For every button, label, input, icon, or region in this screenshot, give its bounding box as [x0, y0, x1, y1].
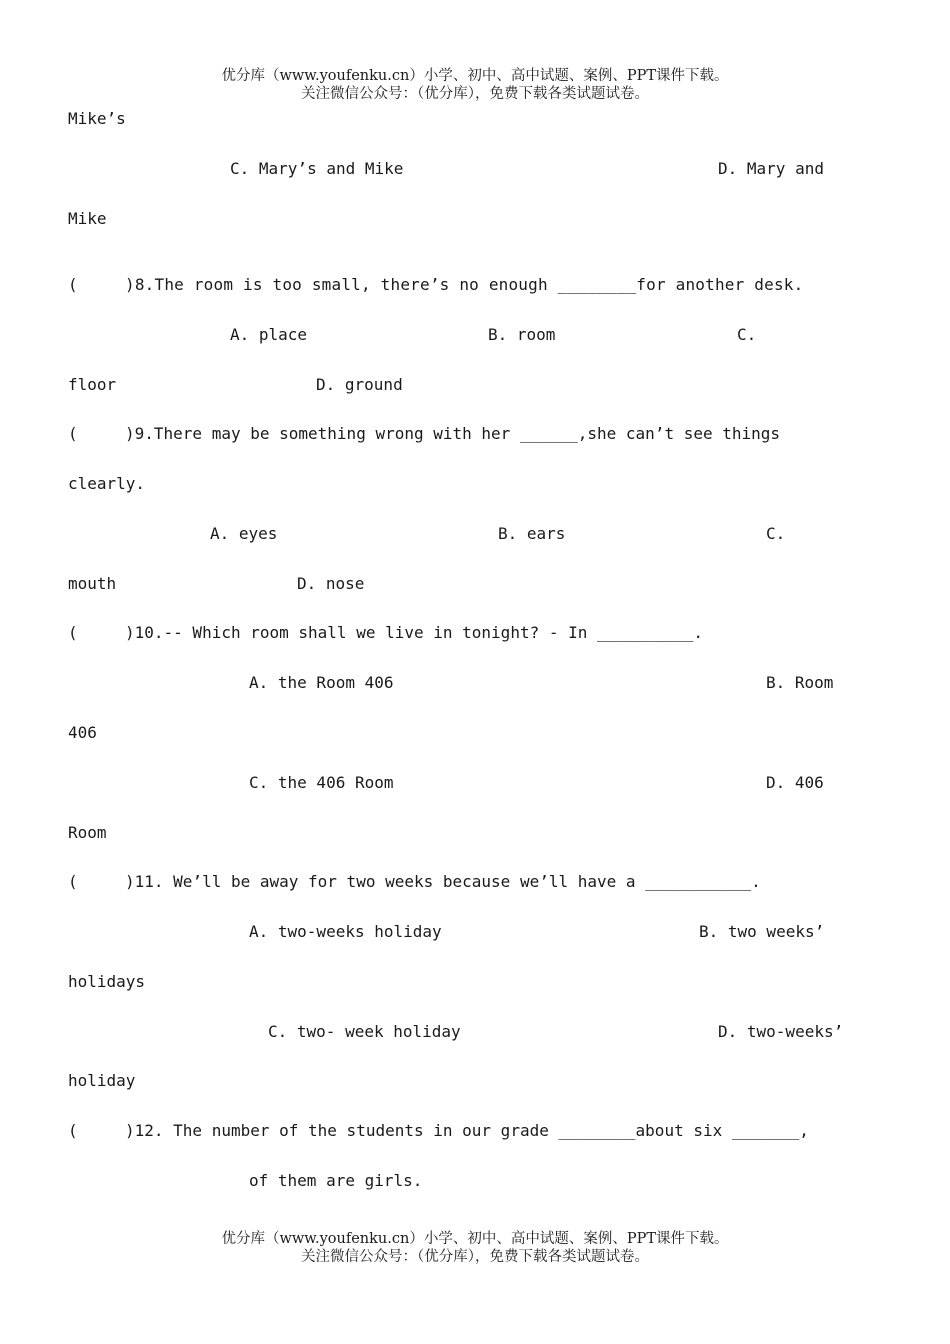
- page-footer: [0, 1230, 950, 1266]
- q8-option-d: D. ground: [316, 375, 403, 394]
- q9-option-a: A. eyes: [210, 524, 278, 543]
- q8-option-c: C.: [737, 325, 757, 344]
- q12-stem-continued: of them are girls.: [249, 1171, 423, 1190]
- q8-option-a: A. place: [230, 325, 308, 344]
- q7-option-b-continued: Mike’s: [68, 109, 126, 128]
- q10-stem: )10.-- Which room shall we live in tonight? - In __________.: [125, 623, 703, 642]
- q7-option-d-continued: Mike: [68, 209, 107, 228]
- header-line-2: 关注微信公众号：（优分库），免费下载各类试题试卷。: [301, 86, 649, 102]
- footer-line-1: 优分库（www.youfenku.cn）小学、初中、高中试题、案例、PPT课件下载。: [221, 1231, 729, 1247]
- q10-option-b: B. Room: [766, 673, 834, 692]
- q9-answer-paren: (: [68, 424, 78, 443]
- q8-answer-paren: (: [68, 275, 78, 294]
- q10-option-c: C. the 406 Room: [249, 773, 394, 792]
- q7-option-d: D. Mary and: [718, 159, 824, 178]
- q11-option-b: B. two weeks’: [699, 922, 825, 941]
- q9-option-d: D. nose: [297, 574, 365, 593]
- q12-answer-paren: (: [68, 1121, 78, 1140]
- q10-option-b-continued: 406: [68, 723, 97, 742]
- q10-option-d: D. 406: [766, 773, 824, 792]
- q9-stem: )9.There may be something wrong with her ______,she can’t see things: [125, 424, 781, 443]
- q9-stem-continued: clearly.: [68, 474, 146, 493]
- q9-option-b: B. ears: [498, 524, 566, 543]
- q11-option-d-continued: holiday: [68, 1071, 136, 1090]
- q9-option-c: C.: [766, 524, 786, 543]
- q12-stem: )12. The number of the students in our grade ________about six _______,: [125, 1121, 809, 1140]
- q11-option-c: C. two- week holiday: [268, 1022, 461, 1041]
- q11-answer-paren: (: [68, 872, 78, 891]
- q10-option-a: A. the Room 406: [249, 673, 394, 692]
- q8-stem: )8.The room is too small, there’s no enough ________for another desk.: [125, 275, 804, 294]
- q8-option-b: B. room: [488, 325, 556, 344]
- q11-option-a: A. two-weeks holiday: [249, 922, 442, 941]
- q8-option-c-continued: floor: [68, 375, 117, 394]
- page-header: [0, 67, 950, 103]
- q10-option-d-continued: Room: [68, 823, 107, 842]
- header-line-1: 优分库（www.youfenku.cn）小学、初中、高中试题、案例、PPT课件下载。: [221, 68, 729, 84]
- q11-option-b-continued: holidays: [68, 972, 146, 991]
- q10-answer-paren: (: [68, 623, 78, 642]
- q11-option-d: D. two-weeks’: [718, 1022, 844, 1041]
- q9-option-c-continued: mouth: [68, 574, 117, 593]
- q7-option-c: C. Mary’s and Mike: [230, 159, 404, 178]
- q11-stem: )11. We’ll be away for two weeks because we’ll have a ___________.: [125, 872, 761, 891]
- footer-line-2: 关注微信公众号：（优分库），免费下载各类试题试卷。: [301, 1249, 649, 1265]
